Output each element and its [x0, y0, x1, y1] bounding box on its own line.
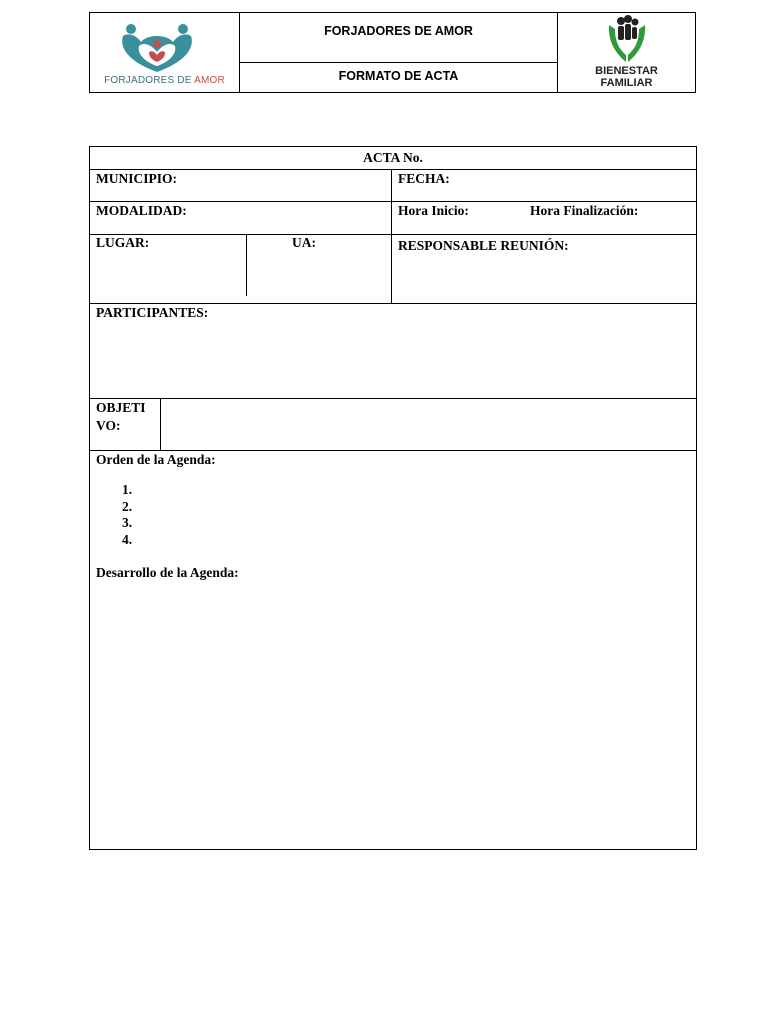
acta-form: [89, 146, 697, 850]
agenda-item: 2.: [122, 498, 133, 514]
divider: [90, 450, 696, 451]
forjadores-logo-cell: [90, 13, 240, 92]
divider: [90, 169, 696, 170]
fecha-label: FECHA:: [398, 171, 450, 186]
familiar-text: FAMILIAR: [600, 77, 653, 89]
divider: [246, 234, 247, 296]
ua-label: UA:: [292, 235, 316, 250]
divider: [90, 201, 696, 202]
bienestar-text: BIENESTAR: [595, 65, 658, 77]
divider: [160, 398, 161, 450]
divider: [90, 234, 696, 235]
family-hearts-logo-icon: [117, 22, 213, 74]
agenda-list: [122, 482, 132, 548]
bienestar-familiar-logo-icon: [607, 15, 647, 65]
modalidad-label: MODALIDAD:: [96, 203, 187, 218]
municipio-label: MUNICIPIO:: [96, 171, 177, 186]
agenda-item: 4.: [122, 531, 133, 547]
agenda-item: 1.: [122, 482, 133, 497]
objetivo-label-line1: OBJETI: [96, 400, 146, 415]
participantes-label: PARTICIPANTES:: [96, 305, 209, 320]
desarrollo-agenda-label: Desarrollo de la Agenda:: [96, 565, 239, 580]
hora-inicio-label: Hora Inicio:: [398, 203, 469, 218]
forjadores-logo-text: FORJADORES DE AMOR: [104, 75, 225, 86]
document-header: [89, 12, 696, 93]
lugar-label: LUGAR:: [96, 235, 150, 250]
header-subtitle: FORMATO DE ACTA: [338, 69, 459, 83]
acta-title: ACTA No.: [363, 150, 423, 165]
agenda-item: 3.: [122, 515, 133, 530]
divider: [90, 303, 696, 304]
objetivo-label-line2: VO:: [96, 418, 121, 433]
header-title: FORJADORES DE AMOR: [240, 13, 557, 63]
hora-finalizacion-label: Hora Finalización:: [530, 203, 639, 218]
divider: [391, 169, 392, 303]
divider: [90, 398, 696, 399]
orden-agenda-label: Orden de la Agenda:: [96, 452, 216, 467]
responsable-reunion-label: RESPONSABLE REUNIÓN:: [398, 238, 569, 253]
bienestar-logo-cell: [557, 13, 695, 92]
